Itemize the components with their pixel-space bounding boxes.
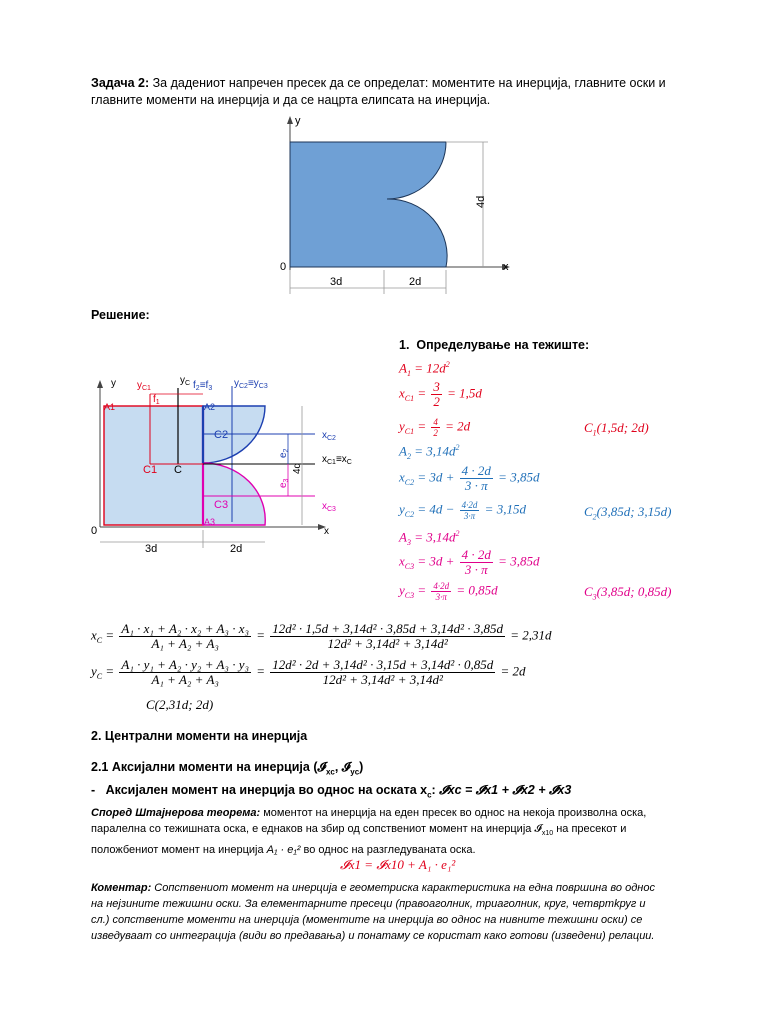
- svg-text:3d: 3d: [145, 543, 158, 555]
- task-label: Задача 2:: [91, 76, 150, 90]
- task-text-2: главните моменти на инерција и да се нацрта елипсата на инерција.: [91, 93, 491, 107]
- eq-yc3: $y_{C3}$ = $\frac{4\cdot 2d}{3\cdot\pi}$ = 0,85d: [399, 581, 498, 602]
- origin-label: 0: [280, 261, 287, 273]
- svg-text:yC: $y_C$: [180, 375, 191, 387]
- svg-text:A3: A3: [204, 517, 216, 527]
- eq-c1: $C_1(1,5d$; 2d): [584, 420, 649, 438]
- solution-label: Решение:: [91, 308, 150, 322]
- dim-height-label: 4d: [475, 195, 487, 208]
- centroid-result: C(2,31d; 2d): [146, 697, 214, 712]
- steiner-paragraph: Според Штајнерова теорема: моментот на инерција на еден пресек во однос на некоја произволна оска, паралелна со тежишната оска, е еднаков на збир од сопствениот момент на инерција 𝓘$_{x10}$ на пресекот и положбениот момент на инерција A₁ · e₁² во однос на разгледуваната оска.: [91, 807, 647, 857]
- svg-text:yC2≡yC3: $y_{C2}\equiv y_{C3}$: [234, 378, 268, 390]
- svg-text:f2≡f3: $f_2\equiv f_3$: [193, 380, 213, 392]
- eq-xc1: $x_{C1}$ = $\frac{3}{2}$ = 1,5d: [399, 379, 482, 409]
- step1-heading: 1. Определување на тежиште:: [399, 338, 590, 352]
- svg-text:C: C: [174, 464, 182, 476]
- eq-a2: $A_2 = 3,14d^2$: [399, 443, 460, 461]
- eq-xc3: $x_{C3} = 3d$ + $\frac{4 \cdot 2d}{3 \cdot \pi}$ = 3,85d: [399, 547, 540, 577]
- svg-text:e2: $e_2$: [278, 448, 290, 458]
- cross-section-figure: [270, 112, 520, 302]
- eq-yc1: $y_{C1}$ = $\frac{4}{2}$ = 2d: [399, 417, 471, 438]
- task-statement: [91, 75, 701, 109]
- svg-text:4d: 4d: [292, 462, 303, 474]
- svg-text:C1: C1: [143, 464, 158, 476]
- step21-heading: 2.1 Аксијални моменти на инерција (𝓘$_{xc}$, 𝓘$_{yc}$): [91, 760, 364, 777]
- svg-text:C3: C3: [214, 499, 229, 511]
- svg-text:e3: $e_3$: [278, 478, 290, 488]
- eq-yc-centroid: $y_C$ = $\frac{\text{A₁ · y₁ + A₂ · y₂ + A₃ · y₃}}{\text{A₁ + A₂ + A₃}}$ = $\frac{\text{12d² · 2d + 3,14d² · 3,15d + 3,14d² · 0,85d}}{\text{12d² + 3,14d² + 3,14d²}}$ = 2d: [91, 657, 526, 687]
- cross-section-shape: [290, 142, 447, 267]
- svg-text:C2: C2: [214, 429, 229, 441]
- svg-text:xC2: $x_{C2}$: [322, 430, 336, 442]
- bullet-axial: - Аксијален момент на инерција во однос на оската $x_c$: 𝓘xc = 𝓘x1 + 𝓘x2 + 𝓘x3: [91, 783, 572, 800]
- comment-paragraph: Коментар: Сопствениот момент на инерција е геометриска карактеристика на една површина во однос на нејзините тежишни оски. За елементарните пресеци (правоаголник, триаголник, круг, четвртkруг и сл.) сопствените моменти на инерција (моментите на инерција во однос на нивните тежишни оски) се изведуваат со интеграција (види во предавања) и понатаму се користат како готови (изведени) релации.: [91, 882, 655, 942]
- step2-heading: 2. Централни моменти на инерција: [91, 729, 308, 743]
- y-axis-arrow: [287, 116, 293, 124]
- svg-text:xC1≡xC: $x_{C1}\equiv x_C$: [322, 454, 352, 466]
- svg-text:x: x: [324, 526, 329, 537]
- svg-text:xC3: $x_{C3}$: [322, 501, 336, 513]
- x-label: x: [503, 261, 509, 273]
- steiner-formula: 𝓘x1 = 𝓘x10 + A₁ · e₁²: [340, 857, 456, 872]
- eq-xc-centroid: $x_C$ = $\frac{\text{A₁ · x₁ + A₂ · x₂ + A₃ · x₃}}{\text{A₁ + A₂ + A₃}}$ = $\frac{\text{12d² · 1,5d + 3,14d² · 3,85d + 3,14d² · 3,85d}}{\text{12d² + 3,14d² + 3,14d²}}$ = 2,31d: [91, 621, 552, 651]
- svg-text:A1: A1: [104, 402, 116, 412]
- eq-a3: $A_3 = 3,14d^2$: [399, 529, 460, 547]
- eq-a1: $A_1 = 12d^2$: [399, 360, 450, 378]
- dim-3d-label: 3d: [330, 276, 343, 288]
- svg-text:yC1: $y_{C1}$: [137, 380, 151, 392]
- dim-2d-label: 2d: [409, 276, 422, 288]
- task-text-1: За дадениот напречен пресек да се определат: моментите на инерција, главните оски и: [149, 76, 666, 90]
- quarter-a3: [203, 463, 265, 525]
- eq-c3: $C_3(3,85d$; 0,85d): [584, 584, 672, 602]
- y-label: y: [295, 115, 301, 127]
- svg-text:0: 0: [91, 525, 98, 537]
- svg-text:2d: 2d: [230, 543, 243, 555]
- y-label: y: [111, 378, 116, 389]
- svg-text:A2: A2: [204, 402, 216, 412]
- svg-text:f1: $f_1$: [153, 394, 160, 406]
- solution-figure: [90, 372, 350, 557]
- eq-xc2: $x_{C2} = 3d$ + $\frac{4 \cdot 2d}{3 \cdot \pi}$ = 3,85d: [399, 463, 540, 493]
- eq-c2: $C_2(3,85d$; 3,15d): [584, 504, 672, 522]
- eq-yc2: $y_{C2} = 4d$ − $\frac{4\cdot 2d}{3\cdot\pi}$ = 3,15d: [399, 500, 526, 521]
